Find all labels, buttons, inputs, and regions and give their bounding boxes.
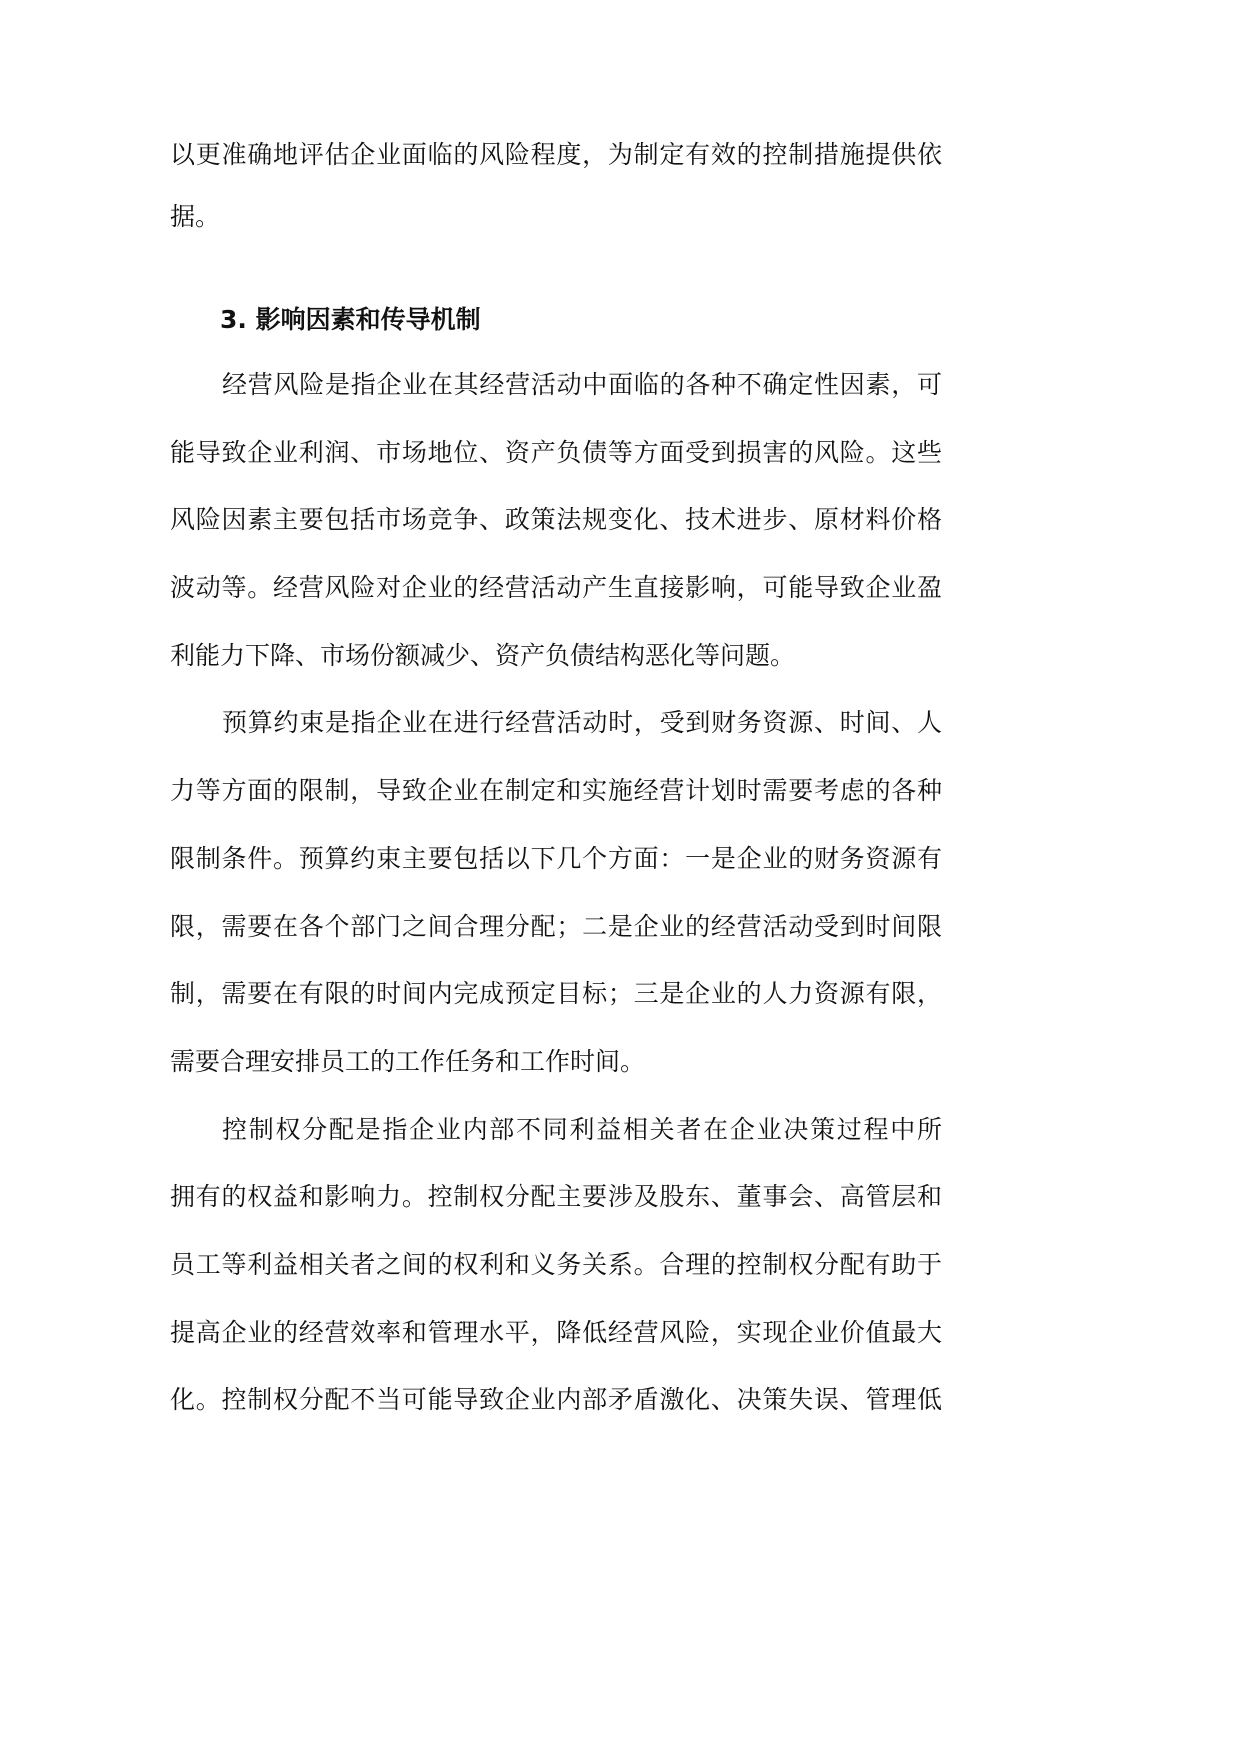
text-line: 拥有的权益和影响力。控制权分配主要涉及股东、董事会、高管层和 — [170, 1182, 942, 1212]
text-line: 限，需要在各个部门之间合理分配；二是企业的经营活动受到时间限 — [170, 911, 942, 941]
text-line: 预算约束是指企业在进行经营活动时，受到财务资源、时间、人 — [222, 708, 942, 738]
paragraph-budget-constraint — [170, 689, 942, 1095]
paragraph-operating-risk — [170, 351, 942, 689]
text-line: 经营风险是指企业在其经营活动中面临的各种不确定性因素，可 — [222, 370, 942, 399]
text-line: 波动等。经营风险对企业的经营活动产生直接影响，可能导致企业盈 — [170, 573, 942, 603]
text-line: 风险因素主要包括市场竞争、政策法规变化、技术进步、原材料价格 — [170, 505, 942, 535]
text-line: 需要合理安排员工的工作任务和工作时间。 — [170, 1046, 646, 1076]
body-paragraphs — [170, 351, 942, 1434]
text-line: 据。 — [170, 201, 221, 231]
text-line: 化。控制权分配不当可能导致企业内部矛盾激化、决策失误、管理低 — [170, 1385, 942, 1415]
text-line: 限制条件。预算约束主要包括以下几个方面：一是企业的财务资源有 — [170, 843, 942, 873]
text-line: 以更准确地评估企业面临的风险程度，为制定有效的控制措施提供依 — [170, 140, 942, 169]
text-line: 控制权分配是指企业内部不同利益相关者在企业决策过程中所 — [222, 1114, 942, 1144]
section-heading-text: 3. 影响因素和传导机制 — [220, 305, 481, 334]
text-line: 能导致企业利润、市场地位、资产负债等方面受到损害的风险。这些 — [170, 437, 942, 467]
text-line: 员工等利益相关者之间的权利和义务关系。合理的控制权分配有助于 — [170, 1249, 942, 1279]
text-line: 利能力下降、市场份额减少、资产负债结构恶化等问题。 — [170, 640, 796, 670]
text-line: 制，需要在有限的时间内完成预定目标；三是企业的人力资源有限， — [170, 979, 942, 1009]
section-heading — [170, 286, 942, 354]
continuation-text — [170, 121, 942, 250]
text-line: 力等方面的限制，导致企业在制定和实施经营计划时需要考虑的各种 — [170, 776, 942, 806]
text-line: 提高企业的经营效率和管理水平，降低经营风险，实现企业价值最大 — [170, 1317, 942, 1347]
paragraph-control-rights — [170, 1096, 942, 1434]
